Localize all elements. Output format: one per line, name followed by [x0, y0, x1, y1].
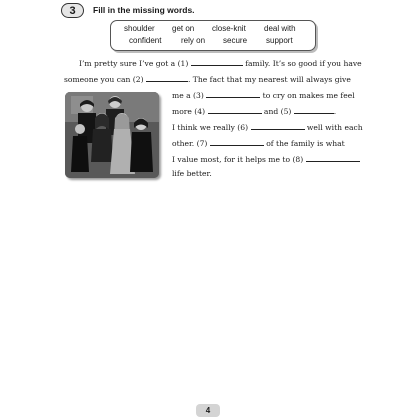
word-box-row-1	[111, 23, 315, 35]
line-text: well with each	[306, 123, 363, 132]
page-number: 4	[196, 404, 220, 417]
word-box-item: secure	[223, 36, 248, 45]
word-box	[110, 20, 316, 51]
gap-3-blank[interactable]	[206, 89, 260, 98]
word-box-item: confident	[129, 36, 162, 45]
word-box-row-2	[111, 35, 315, 47]
line-text: someone you can (2)	[64, 75, 144, 84]
line-text: . The fact that my nearest will always give	[187, 75, 351, 84]
gap-4-blank[interactable]	[208, 105, 262, 114]
line-text: of the family is what	[266, 139, 345, 148]
word-box-item: rely on	[181, 36, 206, 45]
line-text: I value most, for it helps me to (8)	[172, 155, 304, 164]
word-box-item: close-knit	[212, 24, 246, 33]
text-line-8	[172, 168, 212, 179]
word-box-item: support	[266, 36, 293, 45]
line-text: and (5)	[263, 107, 292, 116]
exercise-instruction: Fill in the missing words.	[93, 5, 195, 15]
line-text: family. It’s so good if you have	[245, 59, 362, 68]
gap-8-blank[interactable]	[306, 153, 360, 162]
line-text: me a (3)	[172, 91, 204, 100]
family-photo	[65, 92, 159, 178]
text-line-7	[172, 153, 360, 165]
text-line-1	[79, 57, 362, 69]
line-text: .	[333, 107, 337, 116]
line-text: life better.	[172, 169, 212, 178]
text-line-4	[172, 105, 336, 117]
text-line-5	[172, 121, 363, 133]
line-text: I’m pretty sure I’ve got a (1)	[79, 59, 189, 68]
line-text: other. (7)	[172, 139, 208, 148]
word-box-item: deal with	[264, 24, 296, 33]
exercise-number: 3	[61, 3, 84, 18]
gap-1-blank[interactable]	[191, 57, 243, 66]
gap-6-blank[interactable]	[251, 121, 305, 130]
text-line-3	[172, 89, 355, 101]
line-text: more (4)	[172, 107, 206, 116]
gap-2-blank[interactable]	[146, 73, 188, 82]
word-box-item: shoulder	[124, 24, 155, 33]
gap-5-blank[interactable]	[294, 105, 337, 116]
text-line-2	[64, 73, 351, 85]
family-photo-image	[65, 92, 159, 178]
word-box-item: get on	[172, 24, 195, 33]
text-line-6	[172, 137, 345, 149]
line-text: I think we really (6)	[172, 123, 249, 132]
line-text: to cry on makes me feel	[262, 91, 355, 100]
gap-7-blank[interactable]	[210, 137, 264, 146]
